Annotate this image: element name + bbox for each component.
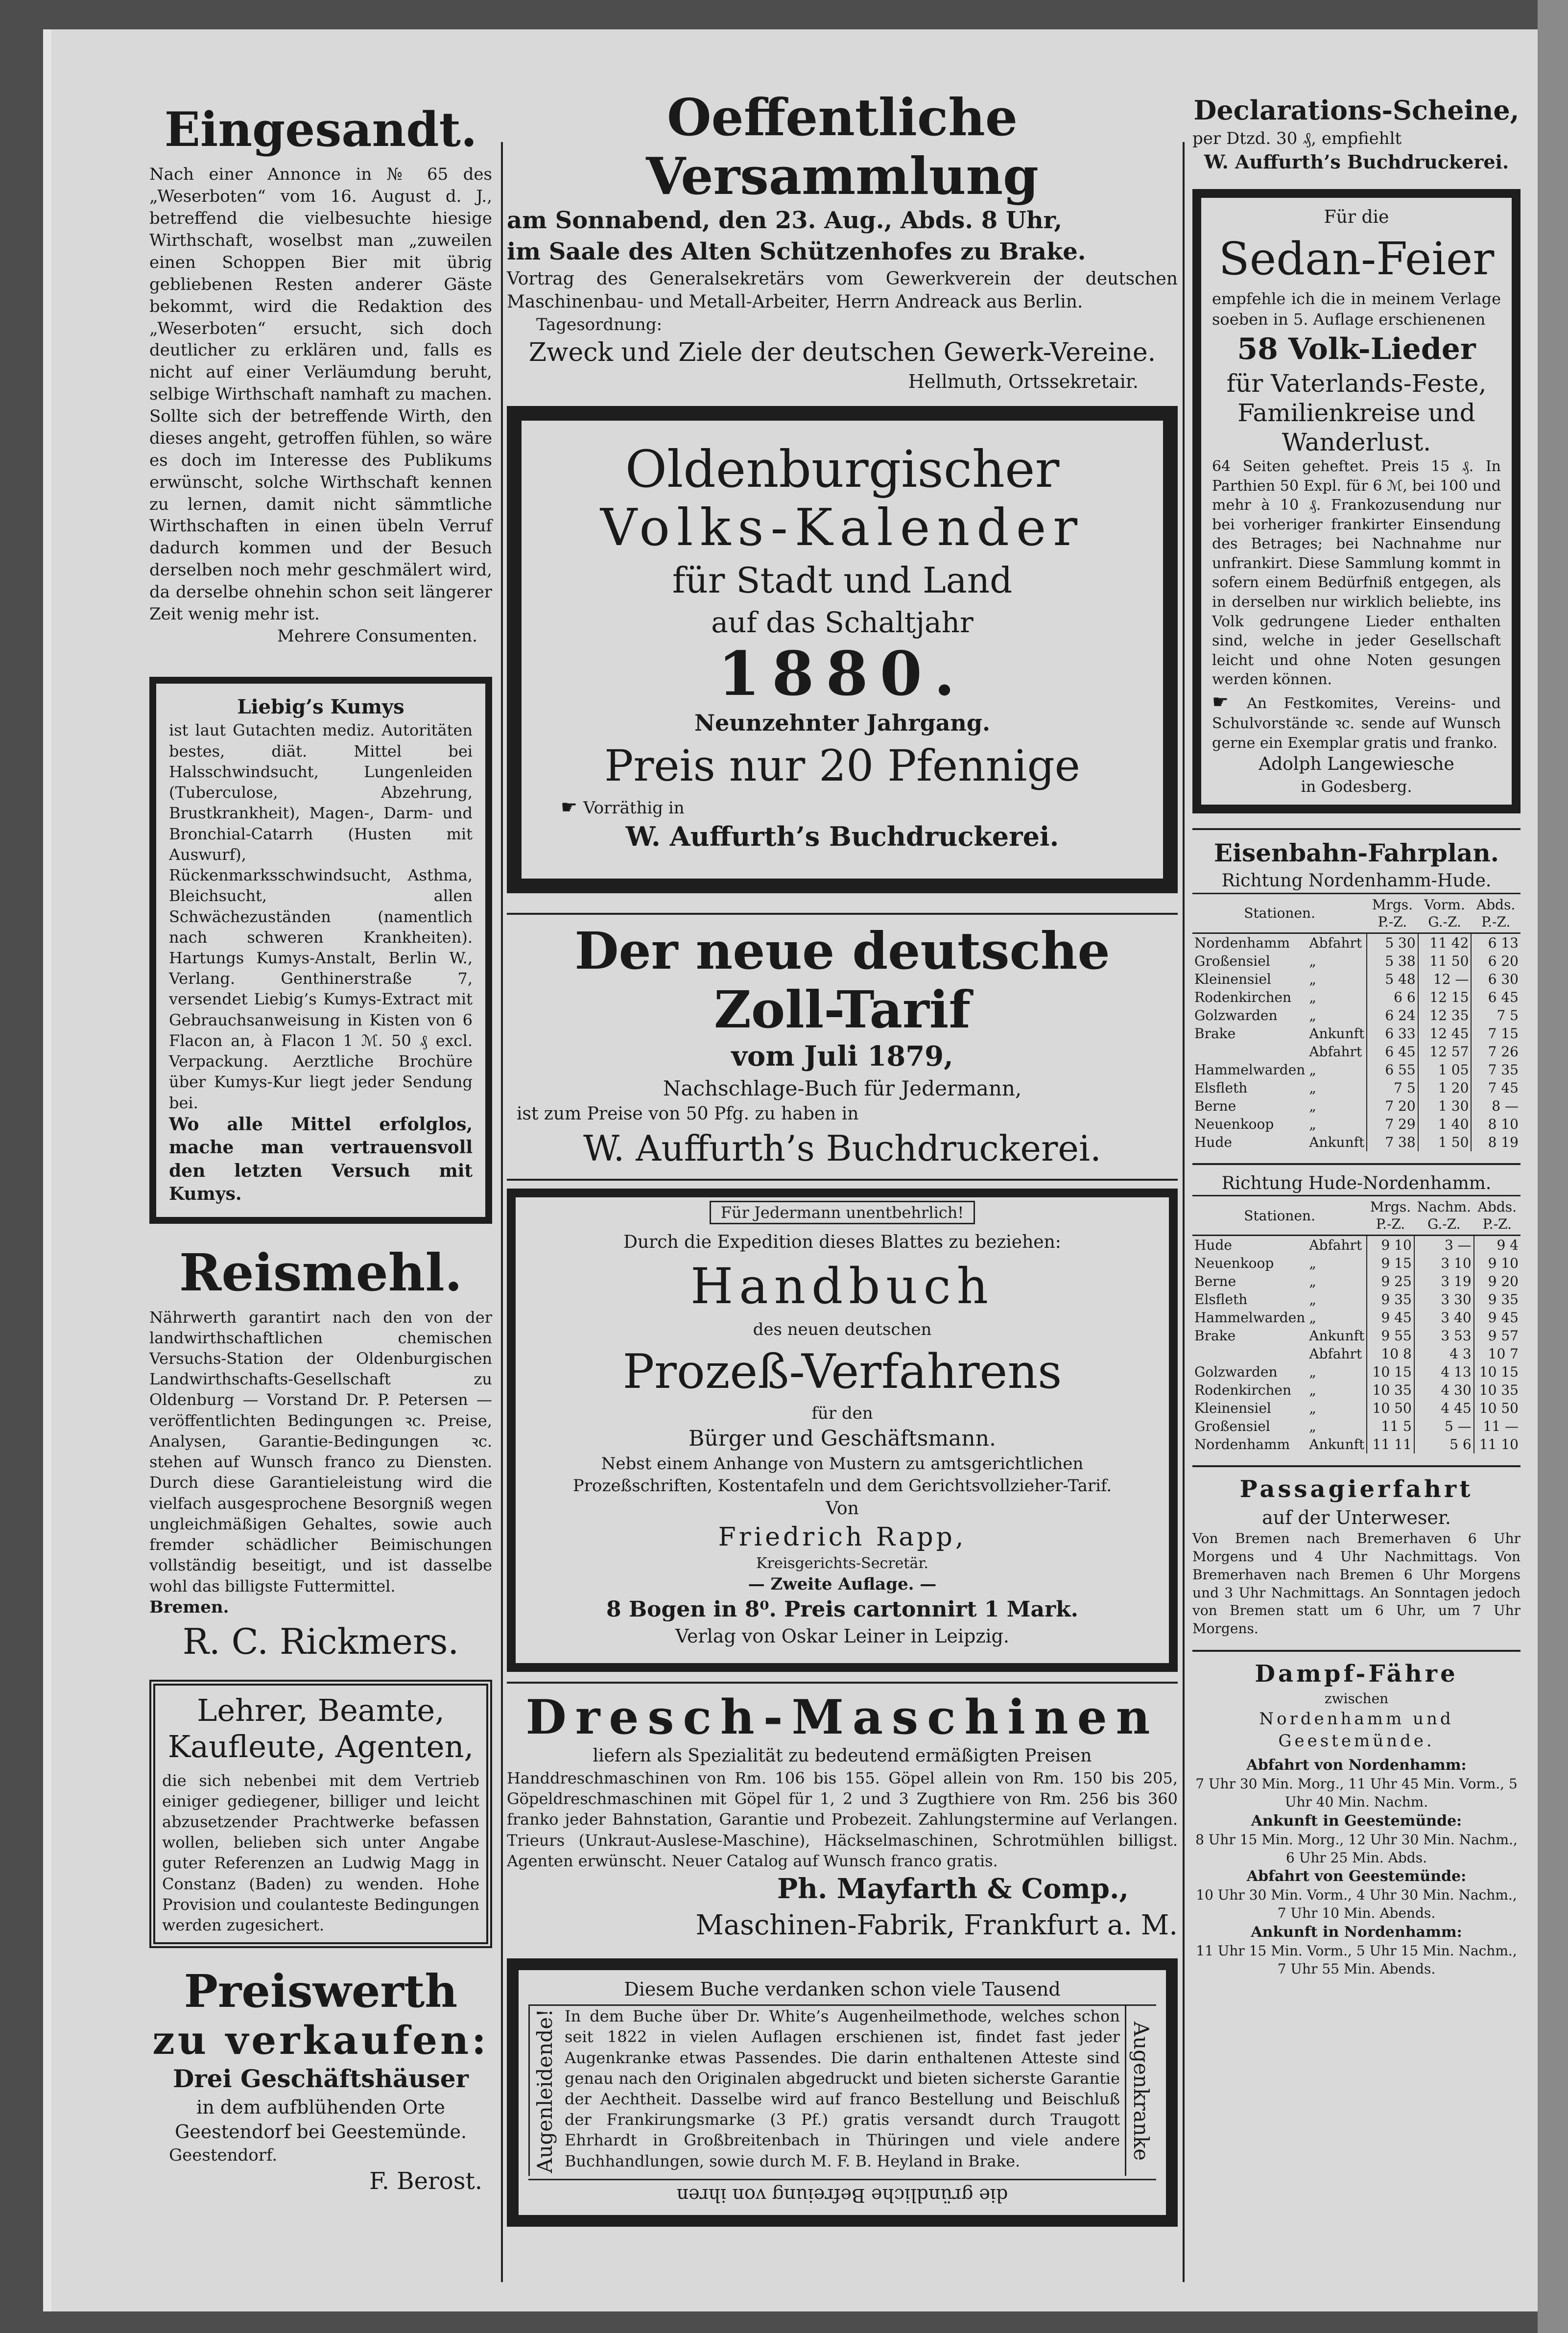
fahrplan-cell: „ [1309, 1007, 1316, 1024]
fahrplan-cell: 6 20 [1471, 952, 1520, 970]
handbuch-title2: Prozeß-Verfahrens [622, 1344, 1062, 1399]
kalender-price: Preis nur 20 Pfennige [604, 740, 1080, 791]
fahrplan-cell: 10 35 [1474, 1381, 1520, 1399]
sedan-count: 58 Volk-Lieder [1237, 332, 1476, 366]
fahrplan-body [1192, 933, 1520, 1151]
fahrplan-row [1192, 1381, 1520, 1399]
kumys-title: Liebig’s Kumys [237, 695, 404, 718]
fahrplan-cell: 7 29 [1367, 1115, 1418, 1133]
versammlung-body: Vortrag des Generalsekretärs vom Gewerkverein der deutschen Maschinenbau- und Metall-Arbeiter, Herrn Andreack aus Berlin. [507, 268, 1178, 312]
fahrplan-row [1192, 988, 1520, 1006]
declarations-title: Declarations-Scheine, [1193, 95, 1520, 126]
passagier-body: Von Bremen nach Bremerhaven 6 Uhr Morgens und 4 Uhr Nachmittags. Von Bremerhaven nach Bremen 6 Uhr Morgens und 3 Uhr Nachmittags. An Sonntagen jedoch von Bremen statt um 6 Uhr, um 7 Uhr Morgens. [1192, 1530, 1520, 1637]
fahrplan-cell: Ankunft [1309, 1025, 1365, 1042]
fahrplan-cell: 12 15 [1418, 988, 1472, 1006]
fahrplan-cell: „ [1309, 1273, 1316, 1290]
fahrplan-cell: 5 38 [1367, 952, 1418, 970]
fahrplan-cell: Hude [1194, 1134, 1232, 1150]
passagier-title: Passagierfahrt [1239, 1476, 1473, 1503]
fahrplan-row [1192, 1115, 1520, 1133]
fahrplan-cell: 9 35 [1367, 1290, 1414, 1309]
pointing-hand-icon: ☛ [561, 796, 584, 818]
fahrplan-row [1192, 952, 1520, 970]
fahrplan-row [1192, 1024, 1520, 1043]
reismehl-signature: R. C. Rickmers. [182, 1620, 459, 1662]
fahrplan-cell: 9 25 [1367, 1272, 1414, 1290]
fahrplan-cell: 10 50 [1474, 1399, 1520, 1417]
newspaper-page [51, 29, 1538, 2311]
handbuch-publisher: Verlag von Oskar Leiner in Leipzig. [675, 1625, 1009, 1647]
fahrplan-cell [1192, 1043, 1307, 1061]
fahrplan-cell: 11 11 [1367, 1435, 1414, 1453]
fahrplan-body [1192, 1236, 1520, 1454]
kalender-line2: Volks-Kalender [600, 498, 1085, 558]
handbuch-intro: Durch die Expedition dieses Blattes zu beziehen: [623, 1232, 1061, 1253]
declarations-body: per Dtzd. 30 ₰, empfiehlt [1192, 129, 1402, 149]
handbuch-author-title: Kreisgerichts-Secretär. [756, 1555, 928, 1572]
fahrplan-header [1192, 1196, 1520, 1236]
fahrplan-row [1192, 1399, 1520, 1417]
kumys-footer: Wo alle Mittel erfolglos, mache man vertrauensvoll den letzten Versuch mit Kumys. [169, 1114, 473, 1205]
fahrplan-row [1192, 1043, 1520, 1061]
fahrplan-column-header: Abds. P.-Z. [1474, 1196, 1520, 1236]
fahrplan-cell: Brake [1194, 1328, 1236, 1344]
fahrplan-row [1192, 933, 1520, 952]
fahrplan-row [1192, 1097, 1520, 1115]
kalender-shop: W. Auffurth’s Buchdruckerei. [625, 820, 1059, 852]
versammlung-date: am Sonnabend, den 23. Aug., Abds. 8 Uhr, [507, 207, 1063, 235]
dampffaehre-h1: Abfahrt von Nordenhamm: [1246, 1757, 1467, 1774]
kalender-stock: Vorräthig in [583, 798, 685, 818]
fahrplan-cell: 7 15 [1471, 1024, 1520, 1043]
dresch-city: Maschinen-Fabrik, Frankfurt a. M. [695, 1909, 1178, 1941]
fahrplan-cell: 6 45 [1471, 988, 1520, 1006]
fahrplan-direction2: Richtung Hude-Nordenhamm. [1221, 1173, 1492, 1193]
fahrplan-cell: Abfahrt [1309, 934, 1362, 951]
fahrplan-row [1192, 1272, 1520, 1290]
divider [507, 1682, 1178, 1684]
fahrplan-cell: 7 5 [1471, 1006, 1520, 1024]
fahrplan-column-header: Mrgs. P.-Z. [1367, 1196, 1414, 1236]
sedan-title: Sedan-Feier [1218, 232, 1495, 285]
divider [507, 1179, 1178, 1181]
fahrplan-cell: 10 35 [1367, 1381, 1414, 1399]
fahrplan-cell: Hammelwarden [1194, 1061, 1306, 1078]
fahrplan-column-header: Abds. P.-Z. [1471, 893, 1520, 933]
kalender-year: 1880. [717, 639, 967, 710]
reismehl-body: Nährwerth garantirt nach den von der landwirthschaftlichen chemischen Versuchs-Station der Oldenburgischen Landwirthschafts-Gesellschaft zu Oldenburg — Vorstand Dr. P. Petersen — veröffentlichten Bedingungen ꝛc. Preise, Analysen, Garantie-Bedingungen ꝛc. stehen auf Wunsch franco zu Diensten. Durch diese Garantieleistung wird die vielfach ausgesprochene Besorgniß wegen ungleichmäßigen Gehaltes, sowie auch fremder schädlicher Beimischungen vollständig beseitigt, und ist dasselbe wohl das billigste Futtermittel. [149, 1308, 492, 1595]
fahrplan-cell: Nordenhamm [1194, 1436, 1290, 1453]
white-right: Augenkranke [1125, 2006, 1156, 2176]
fahrplan-cell: 10 15 [1474, 1363, 1520, 1381]
kalender-line1: Oldenburgischer [625, 439, 1060, 499]
sedan-body1: empfehle ich die in meinem Verlage soeben in 5. Auflage erschienenen [1212, 289, 1501, 329]
fahrplan-cell: 8 — [1471, 1097, 1520, 1115]
fahrplan-cell: „ [1309, 952, 1316, 969]
fahrplan-cell: 9 10 [1474, 1254, 1520, 1272]
kumys-ad [149, 677, 492, 1224]
handbuch-banner: Für Jedermann unentbehrlich! [710, 1201, 975, 1224]
handbuch-for: für den [811, 1404, 873, 1424]
fahrplan-row [1192, 970, 1520, 988]
fahrplan-cell: Brake [1194, 1025, 1236, 1042]
kalender-edition: Neunzehnter Jahrgang. [694, 709, 991, 736]
fahrplan-row [1192, 1327, 1520, 1345]
fahrplan-cell: 6 24 [1367, 1006, 1418, 1024]
fahrplan-cell: 7 5 [1367, 1079, 1418, 1097]
fahrplan-cell: 7 26 [1471, 1043, 1520, 1061]
fahrplan-cell: „ [1309, 971, 1316, 987]
fahrplan-cell: Neuenkoop [1194, 1116, 1274, 1132]
eingesandt-title: Eingesandt. [164, 102, 477, 157]
fahrplan-row [1192, 1236, 1520, 1255]
fahrplan-cell: „ [1309, 1116, 1316, 1132]
eingesandt-body: Nach einer Annonce in № 65 des „Weserboten“ vom 16. August d. J., betreffend die vielbesuchte hiesige Wirthschaft, woselbst man „zuweilen einen Schoppen Bier mit übrig gebliebenen Resten anderer Gäste bekommt, wird die Redaktion des „Weserboten“ ersucht, sich doch deutlicher zu erklären und, falls es nicht auf einer Verläumdung beruht, selbige Wirthschaft namhaft zu machen. Sollte sich der betreffende Wirth, den dieses angeht, getroffen fühlen, so wäre es doch im Interesse des Publikums erwünscht, solche Wirthschaft kennen zu lernen, damit nicht sämmtliche Wirthschaften in einen übeln Verruf dadurch kommen und der Besuch derselben noch mehr geschmälert wird, da derselbe ohnehin schon seit längerer Zeit wenig mehr ist. [149, 165, 492, 624]
preiswerth-title: Preiswerth [184, 1965, 458, 2018]
divider [1192, 1650, 1520, 1652]
fahrplan-cell: 9 57 [1474, 1327, 1520, 1345]
column-middle [507, 88, 1178, 2227]
fahrplan-cell: 9 35 [1474, 1290, 1520, 1309]
fahrplan-cell: 10 8 [1367, 1345, 1414, 1363]
fahrplan-cell: „ [1309, 1061, 1316, 1078]
kalender-stock-line [541, 795, 1143, 819]
fahrplan-cell: 6 55 [1367, 1061, 1418, 1079]
sedan-ad [1192, 189, 1520, 813]
fahrplan-row [1192, 1133, 1520, 1151]
dampffaehre-b3: 10 Uhr 30 Min. Vorm., 4 Uhr 30 Min. Nachm., 7 Uhr 10 Min. Abends. [1196, 1887, 1517, 1921]
fahrplan-cell: 11 50 [1418, 952, 1472, 970]
fahrplan-cell: 12 35 [1418, 1006, 1472, 1024]
fahrplan-cell: Kleinensiel [1194, 1400, 1271, 1417]
pointing-hand-icon: ☛ [1212, 691, 1247, 713]
fahrplan-column-header: Stationen. [1192, 893, 1367, 933]
fahrplan-column-header: Mrgs. P.-Z. [1367, 893, 1418, 933]
fahrplan-cell: 1 05 [1418, 1061, 1472, 1079]
fahrplan-cell: 11 — [1474, 1417, 1520, 1435]
fahrplan-cell: 7 20 [1367, 1097, 1418, 1115]
dampffaehre-b4: 11 Uhr 15 Min. Vorm., 5 Uhr 15 Min. Nachm., 7 Uhr 55 Min. Abends. [1196, 1942, 1517, 1977]
fahrplan-cell: Ankunft [1309, 1328, 1365, 1344]
fahrplan-cell: „ [1309, 1418, 1316, 1435]
binding-shadow [1538, 0, 1568, 2333]
handbuch-by: Von [826, 1499, 859, 1519]
preiswerth-body: in dem aufblühenden Orte Geestendorf bei Geestemünde. [174, 2096, 467, 2143]
versammlung-agenda: Zweck und Ziele der deutschen Gewerk-Vereine. [528, 337, 1156, 367]
white-ad-inner [528, 2006, 1156, 2176]
fahrplan-cell: „ [1309, 1309, 1316, 1326]
fahrplan-cell: 10 7 [1474, 1345, 1520, 1363]
dampffaehre-b2: 8 Uhr 15 Min. Morg., 12 Uhr 30 Min. Nachm., 6 Uhr 25 Min. Abds. [1195, 1831, 1518, 1866]
handbuch-of: des neuen deutschen [753, 1319, 932, 1339]
fahrplan-row [1192, 1363, 1520, 1381]
fahrplan-cell: 4 3 [1414, 1345, 1474, 1363]
zoll-subtitle: Nachschlage-Buch für Jedermann, [663, 1076, 1022, 1101]
fahrplan-cell: 5 — [1414, 1417, 1474, 1435]
fahrplan-cell: 1 30 [1418, 1097, 1472, 1115]
fahrplan-cell: 10 50 [1367, 1399, 1414, 1417]
fahrplan-cell: 6 30 [1471, 970, 1520, 988]
fahrplan-cell: „ [1309, 1097, 1316, 1114]
fahrplan-table-2 [1192, 1195, 1520, 1453]
fahrplan-cell: 11 42 [1418, 933, 1472, 952]
fahrplan-cell: 6 6 [1367, 988, 1418, 1006]
white-left: Augenleidende! [528, 2006, 560, 2176]
dampffaehre-h3: Abfahrt von Geestemünde: [1246, 1868, 1467, 1885]
fahrplan-cell: 9 45 [1474, 1309, 1520, 1327]
preiswerth-signature: F. Berost. [369, 2167, 482, 2195]
lehrer-ad [149, 1680, 492, 1949]
fahrplan-cell: 9 10 [1367, 1236, 1414, 1255]
fahrplan-cell: Golzwarden [1194, 1364, 1278, 1381]
fahrplan-cell: „ [1309, 1400, 1316, 1417]
fahrplan-cell: 8 19 [1471, 1133, 1520, 1151]
fahrplan-cell: Abfahrt [1309, 1043, 1362, 1060]
fahrplan-row [1192, 1309, 1520, 1327]
fahrplan-table-1 [1192, 893, 1520, 1151]
dampffaehre-title: Dampf-Fähre [1255, 1660, 1458, 1688]
kalender-line4: auf das Schaltjahr [711, 605, 974, 639]
versammlung-title: Oeffentliche Versammlung [646, 87, 1039, 206]
fahrplan-cell: „ [1309, 989, 1316, 1005]
fahrplan-row [1192, 1254, 1520, 1272]
fahrplan-cell: Rodenkirchen [1194, 1382, 1292, 1399]
fahrplan-cell: 7 45 [1471, 1079, 1520, 1097]
sedan-for: Für die [1324, 207, 1389, 228]
handbuch-edition: — Zweite Auflage. — [748, 1574, 937, 1594]
fahrplan-cell: 12 57 [1418, 1043, 1472, 1061]
fahrplan-cell: 4 30 [1414, 1381, 1474, 1399]
fahrplan-cell: Golzwarden [1194, 1007, 1278, 1024]
handbuch-ad [507, 1189, 1178, 1672]
fahrplan-cell: „ [1309, 1364, 1316, 1381]
fahrplan-row [1192, 1345, 1520, 1363]
fahrplan-cell: 3 40 [1414, 1309, 1474, 1327]
fahrplan-column-header: Vorm. G.-Z. [1418, 893, 1472, 933]
dresch-subtitle: liefern als Spezialität zu bedeutend ermäßigten Preisen [593, 1746, 1092, 1766]
reismehl-title: Reismehl. [179, 1242, 463, 1303]
fahrplan-cell: 11 10 [1474, 1435, 1520, 1453]
fahrplan-cell: Abfahrt [1309, 1346, 1362, 1362]
divider [507, 913, 1178, 915]
sedan-body3-line [1212, 690, 1501, 753]
column-left [149, 103, 492, 2197]
fahrplan-cell: 3 10 [1414, 1254, 1474, 1272]
fahrplan-cell: Hude [1194, 1237, 1232, 1254]
fahrplan-cell: Hammelwarden [1194, 1309, 1306, 1326]
fahrplan-cell: 1 20 [1418, 1079, 1472, 1097]
fahrplan-title: Eisenbahn-Fahrplan. [1213, 838, 1499, 868]
fahrplan-cell: 9 20 [1474, 1272, 1520, 1290]
fahrplan-cell: „ [1309, 1291, 1316, 1308]
handbuch-title: Handbuch [690, 1257, 995, 1315]
dampffaehre-between: zwischen [1324, 1690, 1389, 1707]
passagier-subtitle: auf der Unterweser. [1262, 1506, 1451, 1528]
versammlung-agenda-label: Tagesordnung: [536, 314, 663, 334]
fahrplan-row [1192, 1290, 1520, 1309]
dresch-body: Handdreschmaschinen von Rm. 106 bis 155. Göpel allein von Rm. 150 bis 205, Göpeldreschmaschinen mit Göpel für 1, 2 und 3 Zugthiere von Rm. 256 bis 360 franko jeder Bahnstation, Garantie und Probezeit. Zahlungstermine auf Verlangen. Trieurs (Unkraut-Auslese-Maschine), Häckselmaschinen, Schrotmühlen billigst. Agenten erwünscht. Neuer Catalog auf Wunsch franco gratis. [507, 1768, 1178, 1870]
fahrplan-cell: 3 53 [1414, 1327, 1474, 1345]
fahrplan-cell: 8 10 [1471, 1115, 1520, 1133]
fahrplan-cell: „ [1309, 1382, 1316, 1399]
fahrplan-cell: Abfahrt [1309, 1237, 1362, 1254]
fahrplan-cell: Rodenkirchen [1194, 989, 1292, 1005]
fahrplan-cell: „ [1309, 1255, 1316, 1272]
kalender-ad [507, 406, 1178, 893]
fahrplan-cell: 6 13 [1471, 933, 1520, 952]
zoll-title: Der neue deutsche Zoll-Tarif [574, 921, 1110, 1040]
eingesandt-signature: Mehrere Consumenten. [277, 626, 477, 646]
fahrplan-cell: 7 38 [1367, 1133, 1418, 1151]
fahrplan-cell: 9 45 [1367, 1309, 1414, 1327]
fahrplan-cell: Großensiel [1194, 1418, 1270, 1435]
fahrplan-cell: 1 40 [1418, 1115, 1472, 1133]
fahrplan-row [1192, 1417, 1520, 1435]
fahrplan-cell: Berne [1194, 1097, 1236, 1114]
zoll-price: ist zum Preise von 50 Pfg. zu haben in [517, 1103, 859, 1124]
fahrplan-cell: 1 50 [1418, 1133, 1472, 1151]
dampffaehre-h4: Ankunft in Nordenhamm: [1251, 1923, 1462, 1941]
dresch-title: Dresch-Maschinen [525, 1690, 1159, 1745]
fahrplan-header [1192, 893, 1520, 933]
sedan-body3: An Festkomites, Vereins- und Schulvorstände ꝛc. sende auf Wunsch gerne ein Exemplar gratis und franko. [1212, 695, 1501, 752]
declarations-shop: W. Auffurth’s Buchdruckerei. [1204, 151, 1509, 173]
divider [1192, 828, 1520, 830]
white-bottom: die gründliche Befreiung von ihren [528, 2179, 1156, 2208]
fahrplan-row [1192, 1061, 1520, 1079]
fahrplan-column-header: Nachm. G.-Z. [1414, 1196, 1474, 1236]
fahrplan-row [1192, 1006, 1520, 1024]
versammlung-signature: Hellmuth, Ortssekretair. [908, 371, 1139, 393]
verkaufen-title: zu verkaufen: [152, 2017, 489, 2064]
dampffaehre-h2: Ankunft in Geestemünde: [1251, 1812, 1462, 1830]
fahrplan-cell: Neuenkoop [1194, 1255, 1274, 1272]
fahrplan-cell: Kleinensiel [1194, 971, 1271, 987]
sedan-subtitle: für Vaterlands-Feste, Familienkreise und Wanderlust. [1226, 369, 1487, 456]
dampffaehre-places: Nordenhamm und Geestemünde. [1259, 1709, 1454, 1751]
fahrplan-column-header: Stationen. [1192, 1196, 1367, 1236]
handbuch-author: Friedrich Rapp, [718, 1522, 967, 1552]
column-right [1192, 93, 1520, 1978]
fahrplan-cell: 10 15 [1367, 1363, 1414, 1381]
divider [1192, 1465, 1520, 1467]
fahrplan-cell: Ankunft [1309, 1436, 1365, 1453]
preiswerth-place: Geestendorf. [169, 2145, 278, 2165]
fahrplan-cell: Großensiel [1194, 952, 1270, 969]
sedan-city: in Godesberg. [1301, 777, 1412, 796]
fahrplan-row [1192, 1435, 1520, 1453]
fahrplan-cell: 11 5 [1367, 1417, 1414, 1435]
fahrplan-cell: 6 45 [1367, 1043, 1418, 1061]
white-ad [507, 1958, 1178, 2227]
fahrplan-cell: Ankunft [1309, 1134, 1365, 1150]
fahrplan-cell: 6 33 [1367, 1024, 1418, 1043]
fahrplan-cell [1192, 1345, 1307, 1363]
fahrplan-cell: 5 48 [1367, 970, 1418, 988]
divider [1192, 1163, 1520, 1165]
fahrplan-cell: 9 55 [1367, 1327, 1414, 1345]
fahrplan-cell: 5 30 [1367, 933, 1418, 952]
fahrplan-cell: „ [1309, 1079, 1316, 1096]
dresch-firm: Ph. Mayfarth & Comp., [777, 1873, 1129, 1905]
preiswerth-subtitle: Drei Geschäftshäuser [173, 2064, 469, 2094]
fahrplan-cell: 4 13 [1414, 1363, 1474, 1381]
fahrplan-cell: 7 35 [1471, 1061, 1520, 1079]
fahrplan-row [1192, 1079, 1520, 1097]
fahrplan-cell: 4 45 [1414, 1399, 1474, 1417]
dampffaehre-b1: 7 Uhr 30 Min. Morg., 11 Uhr 45 Min. Vorm., 5 Uhr 40 Min. Nachm. [1195, 1776, 1518, 1810]
lehrer-title: Lehrer, Beamte, Kaufleute, Agenten, [167, 1692, 474, 1765]
sedan-body2: 64 Seiten geheftet. Preis 15 ₰. In Parthien 50 Expl. für 6 ℳ, bei 100 und mehr à 10 ₰. Frankozusendung nur bei vorheriger frankirter Einsendung des Betrages; bei Nachnahme nur unfrankirt. Diese Sammlung kommt in sofern einem Bedürfniß entgegen, als in derselben nur wirklich beliebte, ins Volk gedrungene Lieder enthalten sind, welche in jeder Gesellschaft leicht und ohne Noten gesungen werden können. [1212, 457, 1501, 689]
fahrplan-cell: 9 15 [1367, 1254, 1414, 1272]
white-top: Diesem Buche verdanken schon viele Tausend [528, 1977, 1156, 2006]
kalender-line3: für Stadt und Land [672, 559, 1013, 601]
reismehl-place: Bremen. [149, 1597, 229, 1617]
zoll-shop: W. Auffurth’s Buchdruckerei. [583, 1128, 1101, 1169]
handbuch-price: 8 Bogen in 8⁰. Preis cartonnirt 1 Mark. [606, 1596, 1078, 1622]
fahrplan-cell: 5 6 [1414, 1435, 1474, 1453]
handbuch-banner-wrap [533, 1202, 1151, 1223]
fahrplan-cell: 3 — [1414, 1236, 1474, 1255]
lehrer-body: die sich nebenbei mit dem Vertrieb einiger gediegener, billiger und leicht abzusetzender Prachtwerke befassen wollen, belieben sich unter Angabe guter Referenzen an Ludwig Magg in Constanz (Baden) zu wenden. Hohe Provision und coulanteste Bedingungen werden zugesichert. [162, 1771, 479, 1935]
fahrplan-cell: 12 45 [1418, 1024, 1472, 1043]
fahrplan-cell: Elsfleth [1194, 1079, 1248, 1096]
fahrplan-cell: 3 19 [1414, 1272, 1474, 1290]
fahrplan-cell: Nordenhamm [1194, 934, 1290, 951]
fahrplan-direction1: Richtung Nordenhamm-Hude. [1221, 871, 1492, 891]
column-rule-2 [1183, 142, 1185, 2282]
white-body: In dem Buche über Dr. White’s Augenheilmethode, welches schon seit 1822 in vielen Auflagen erschienen ist, findet fast jeder Augenkranke etwas Passendes. Die darin enthaltenen Atteste sind genau nach den Originalen abgedruckt und bieten sicherste Garantie der Aechtheit. Dasselbe wird auf franco Bestellung und Beischluß der Frankirungsmarke (3 Pf.) gratis versandt durch Traugott Ehrhardt in Großbreitenbach in Thüringen und viele andere Buchhandlungen, sowie durch M. F. B. Heyland in Brake. [565, 2007, 1120, 2170]
handbuch-appendix: Nebst einem Anhange von Mustern zu amtsgerichtlichen Prozeßschriften, Kostentafeln und dem Gerichtsvollzieher-Tarif. [572, 1454, 1112, 1496]
zoll-date: vom Juli 1879, [731, 1040, 953, 1073]
fahrplan-cell: 9 4 [1474, 1236, 1520, 1255]
sedan-signature: Adolph Langewiesche [1259, 754, 1454, 775]
column-rule-1 [501, 142, 503, 2282]
fahrplan-cell: Elsfleth [1194, 1291, 1248, 1308]
handbuch-for2: Bürger und Geschäftsmann. [689, 1426, 996, 1452]
fahrplan-cell: 3 30 [1414, 1290, 1474, 1309]
kumys-body: ist laut Gutachten mediz. Autoritäten bestes, diät. Mittel bei Halsschwindsucht, Lungenleiden (Tuberculose, Abzehrung, Brustkrankheit), Magen-, Darm- und Bronchial-Catarrh (Husten mit Auswurf), Rückenmarksschwindsucht, Asthma, Bleichsucht, allen Schwächezuständen (namentlich nach schweren Krankheiten). Hartungs Kumys-Anstalt, Berlin W., Verlang. Genthinerstraße 7, versendet Liebig’s Kumys-Extract mit Gebrauchsanweisung in Kisten von 6 Flacon an, à Flacon 1 ℳ. 50 ₰ excl. Verpackung. Aerztliche Brochüre über Kumys-Kur liegt jeder Sendung bei. [169, 721, 473, 1112]
fahrplan-cell: Berne [1194, 1273, 1236, 1290]
fahrplan-cell: 12 — [1418, 970, 1472, 988]
versammlung-place: im Saale des Alten Schützenhofes zu Brake. [507, 238, 1086, 265]
